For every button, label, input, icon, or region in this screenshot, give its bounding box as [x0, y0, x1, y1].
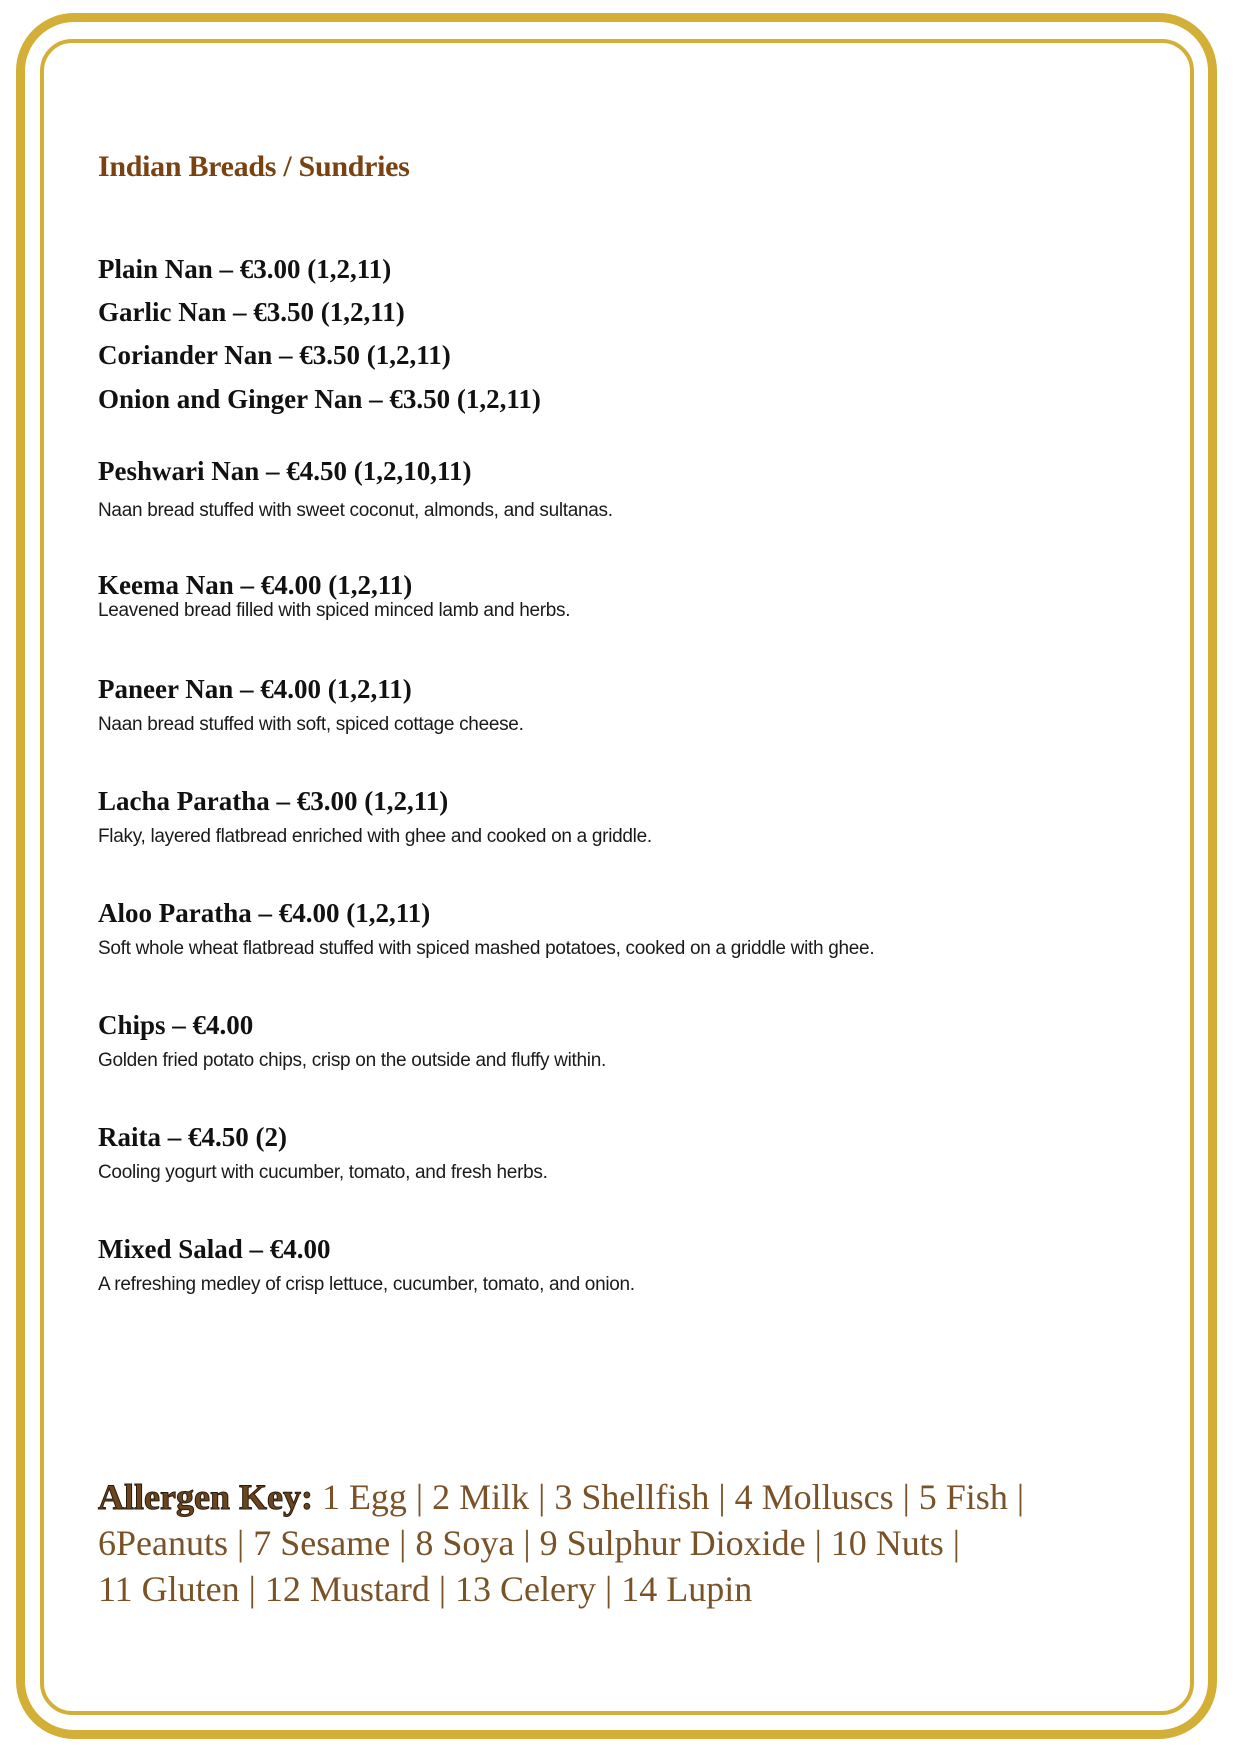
- allergen-key-line-1: [98, 1474, 1098, 1520]
- menu-item-description: Naan bread stuffed with sweet coconut, almonds, and sultanas.: [98, 500, 613, 521]
- menu-item-paneer-nan: Paneer Nan – €4.00 (1,2,11): [98, 674, 412, 704]
- menu-item-garlic-nan: Garlic Nan – €3.50 (1,2,11): [98, 297, 405, 327]
- menu-item-onion-ginger-nan: Onion and Ginger Nan – €3.50 (1,2,11): [98, 384, 541, 414]
- allergen-key-line-2: 6Peanuts | 7 Sesame | 8 Soya | 9 Sulphur Dioxide | 10 Nuts |: [98, 1523, 960, 1563]
- menu-item-raita: Raita – €4.50 (2): [98, 1122, 287, 1152]
- allergen-key-line-3: 11 Gluten | 12 Mustard | 13 Celery | 14 Lupin: [98, 1569, 753, 1609]
- menu-item-plain-nan: Plain Nan – €3.00 (1,2,11): [98, 254, 392, 284]
- menu-item-description: Leavened bread filled with spiced minced lamb and herbs.: [98, 600, 571, 621]
- menu-item-description: Cooling yogurt with cucumber, tomato, and fresh herbs.: [98, 1162, 548, 1183]
- menu-item-description: A refreshing medley of crisp lettuce, cucumber, tomato, and onion.: [98, 1274, 635, 1295]
- menu-item-lacha-paratha: Lacha Paratha – €3.00 (1,2,11): [98, 786, 449, 816]
- menu-item-description: Soft whole wheat flatbread stuffed with spiced mashed potatoes, cooked on a griddle with ghee.: [98, 938, 875, 959]
- menu-item-coriander-nan: Coriander Nan – €3.50 (1,2,11): [98, 340, 451, 370]
- allergen-key-label: Allergen Key:: [98, 1477, 313, 1517]
- menu-item-chips: Chips – €4.00: [98, 1010, 254, 1040]
- menu-item-description: Golden fried potato chips, crisp on the outside and fluffy within.: [98, 1050, 606, 1071]
- menu-item-aloo-paratha: Aloo Paratha – €4.00 (1,2,11): [98, 898, 431, 928]
- section-title: Indian Breads / Sundries: [98, 150, 410, 183]
- menu-item-peshwari-nan: Peshwari Nan – €4.50 (1,2,10,11): [98, 456, 472, 486]
- inner-gold-border: [40, 39, 1194, 1715]
- menu-item-description: Flaky, layered flatbread enriched with ghee and cooked on a griddle.: [98, 826, 652, 847]
- allergen-key-text: 1 Egg | 2 Milk | 3 Shellfish | 4 Molluscs | 5 Fish |: [312, 1477, 1025, 1517]
- menu-item-description: Naan bread stuffed with soft, spiced cottage cheese.: [98, 714, 524, 735]
- menu-item-keema-nan: Keema Nan – €4.00 (1,2,11): [98, 570, 413, 600]
- menu-item-mixed-salad: Mixed Salad – €4.00: [98, 1234, 331, 1264]
- allergen-key: [98, 1474, 1098, 1612]
